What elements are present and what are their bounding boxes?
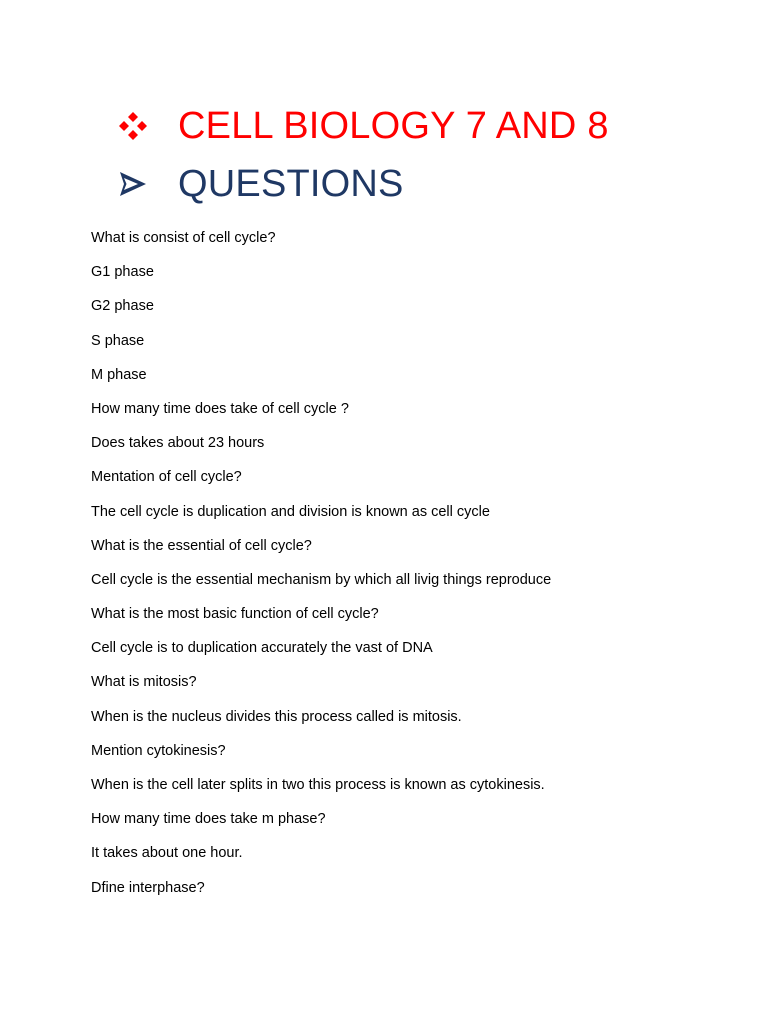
text-line: G2 phase: [91, 298, 154, 315]
text-line: What is the most basic function of cell cycle?: [91, 606, 379, 623]
arrowhead-icon: [118, 169, 178, 199]
four-diamond-icon: [118, 111, 178, 141]
text-line: Does takes about 23 hours: [91, 435, 265, 452]
page-title: CELL BIOLOGY 7 AND 8: [178, 105, 609, 147]
text-line: Cell cycle is to duplication accurately the vast of DNA: [91, 640, 433, 657]
text-line: S phase: [91, 332, 145, 349]
text-line: Cell cycle is the essential mechanism by which all livig things reproduce: [91, 571, 552, 588]
text-line: How many time does take m phase?: [91, 811, 326, 828]
text-line: When is the nucleus divides this process called is mitosis.: [91, 708, 462, 725]
text-line: The cell cycle is duplication and division is known as cell cycle: [91, 503, 490, 520]
text-line: M phase: [91, 366, 147, 383]
text-line: Mention cytokinesis?: [91, 742, 226, 759]
text-line: Mentation of cell cycle?: [91, 469, 242, 486]
text-line: How many time does take of cell cycle ?: [91, 400, 349, 417]
text-line: G1 phase: [91, 264, 154, 281]
title-heading: [118, 102, 609, 150]
subtitle-heading: [118, 160, 404, 208]
text-line: It takes about one hour.: [91, 845, 243, 862]
text-line: When is the cell later splits in two this process is known as cytokinesis.: [91, 777, 545, 793]
text-line: What is the essential of cell cycle?: [91, 537, 312, 554]
text-line: Dfine interphase?: [91, 879, 205, 896]
text-line: What is mitosis?: [91, 674, 197, 691]
text-line: What is consist of cell cycle?: [91, 230, 276, 246]
page-subtitle: QUESTIONS: [178, 163, 404, 205]
question-list: [91, 226, 731, 910]
